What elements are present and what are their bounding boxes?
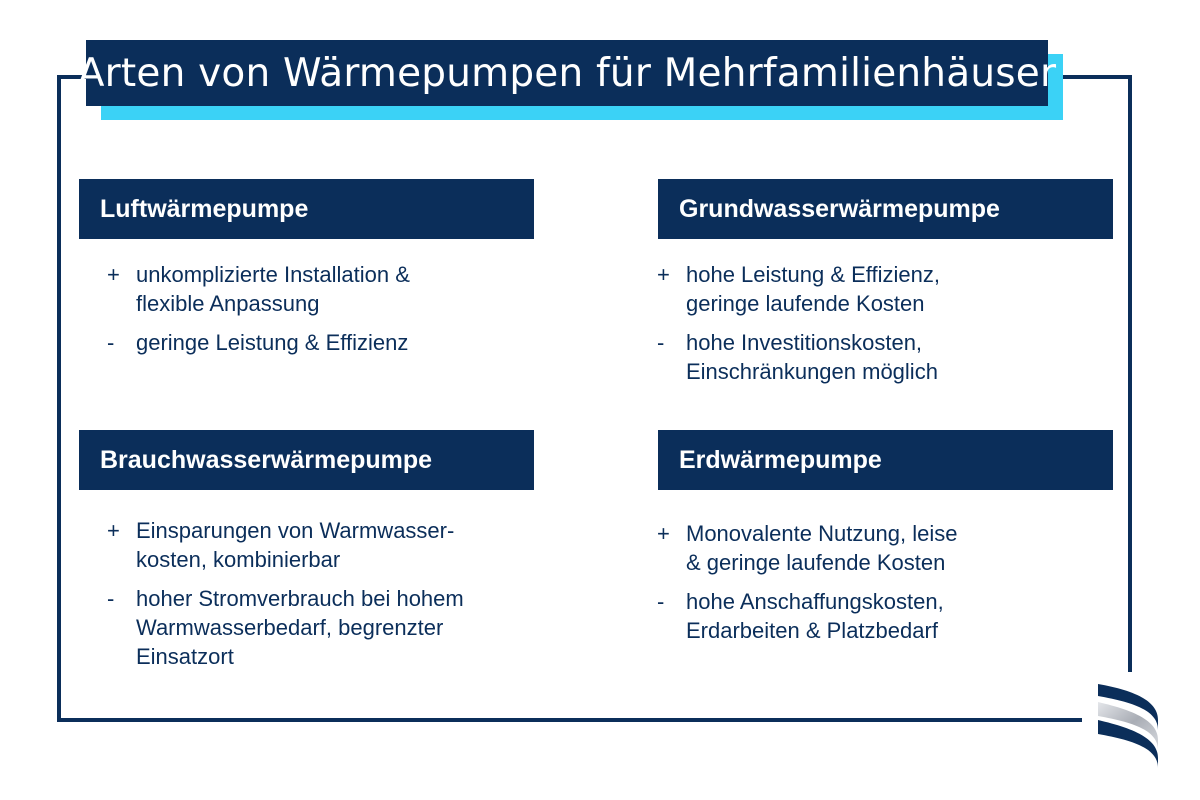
list-item-text: hohe Leistung & Effizienz, geringe laufende Kosten xyxy=(686,262,940,316)
title-banner xyxy=(77,40,1057,106)
card-list-grundwasserwaermepumpe xyxy=(652,260,1112,396)
minus-sign: - xyxy=(657,589,665,614)
list-item-text: Monovalente Nutzung, leise & geringe laufende Kosten xyxy=(686,521,958,575)
card-heading-brauchwasserwaermepumpe: Brauchwasserwärmepumpe xyxy=(79,430,534,490)
list-item-text: hoher Stromverbrauch bei hohem Warmwasserbedarf, begrenzter Einsatzort xyxy=(136,586,464,669)
list-item-pro xyxy=(102,260,562,318)
list-item-text: geringe Leistung & Effizienz xyxy=(136,330,409,355)
minus-sign: - xyxy=(107,586,115,611)
list-item-text: hohe Investitionskosten, Einschränkungen möglich xyxy=(686,330,938,384)
list-item-text: unkomplizierte Installation & flexible Anpassung xyxy=(136,262,410,316)
minus-sign: - xyxy=(107,330,115,355)
card-list-erdwaermepumpe xyxy=(652,519,1112,655)
list-item-con xyxy=(102,584,572,671)
card-list-brauchwasserwaermepumpe xyxy=(102,516,572,681)
list-item-con xyxy=(652,587,1112,645)
plus-sign: + xyxy=(107,518,120,543)
wave-stripes-logo-icon xyxy=(1092,680,1164,770)
list-item-text: Einsparungen von Warmwasser- kosten, kombinierbar xyxy=(136,518,455,572)
card-list-luftwaermepumpe xyxy=(102,260,562,367)
card-heading-luftwaermepumpe: Luftwärmepumpe xyxy=(79,179,534,239)
plus-sign: + xyxy=(657,262,670,287)
plus-sign: + xyxy=(107,262,120,287)
list-item-con xyxy=(102,328,562,357)
card-heading-erdwaermepumpe: Erdwärmepumpe xyxy=(658,430,1113,490)
list-item-pro xyxy=(102,516,572,574)
list-item-con xyxy=(652,328,1112,386)
plus-sign: + xyxy=(657,521,670,546)
page-title: Arten von Wärmepumpen für Mehrfamilienhäuser xyxy=(77,50,1057,96)
list-item-pro xyxy=(652,519,1112,577)
minus-sign: - xyxy=(657,330,665,355)
card-heading-grundwasserwaermepumpe: Grundwasserwärmepumpe xyxy=(658,179,1113,239)
list-item-pro xyxy=(652,260,1112,318)
list-item-text: hohe Anschaffungskosten, Erdarbeiten & Platzbedarf xyxy=(686,589,944,643)
